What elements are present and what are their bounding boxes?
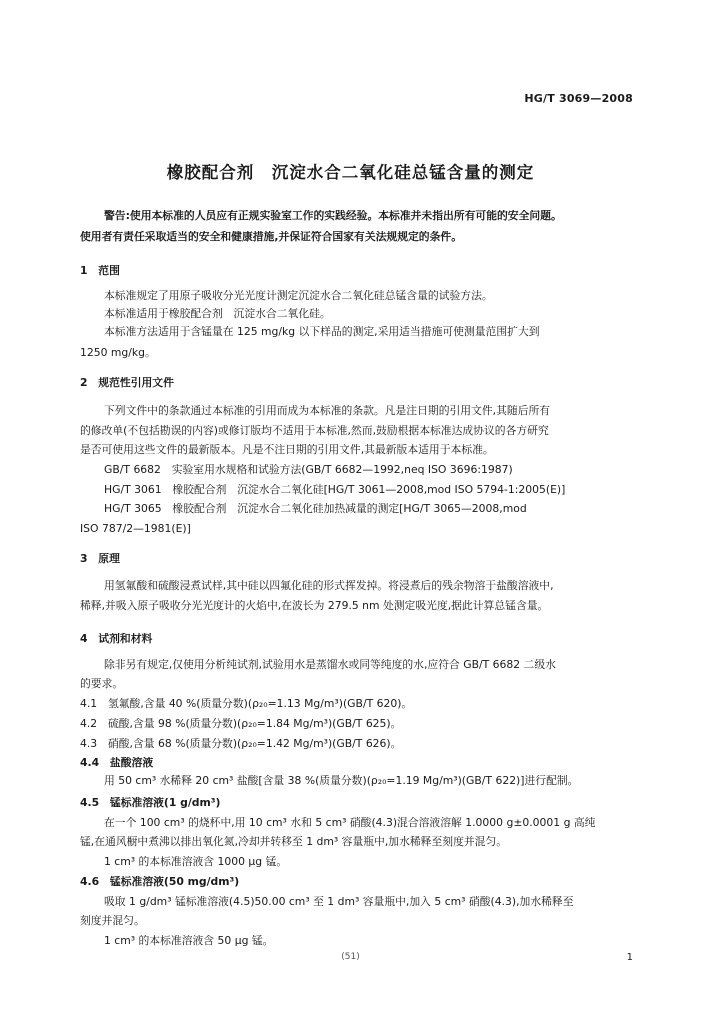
document-number: HG/T 3069—2008: [524, 92, 633, 105]
warning-line-1: 警告:使用本标准的人员应有正规实验室工作的实践经验。本标准并未指出所有可能的安全问题。: [104, 210, 562, 222]
item-4-6-text: 吸取 1 g/dm³ 锰标准溶液(4.5)50.00 cm³ 至 1 dm³ 容量瓶中,加入 5 cm³ 硝酸(4.3),加水稀释至: [104, 896, 574, 908]
item-4-2: 4.2 硫酸,含量 98 %(质量分数)(ρ₂₀=1.84 Mg/m³)(GB/T 625)。: [80, 718, 402, 730]
section-2-para-1-cont: 的修改单(不包括勘误的内容)或修订版均不适用于本标准,然而,鼓励根据本标准达成协议的各方研究: [80, 425, 549, 437]
section-2-heading: 2 规范性引用文件: [80, 377, 174, 389]
section-1-para-3: 本标准方法适用于含锰量在 125 mg/kg 以下样品的测定,采用适当措施可使测量范围扩大到: [104, 326, 540, 338]
section-1-para-1: 本标准规定了用原子吸收分光光度计测定沉淀水合二氧化硅总锰含量的试验方法。: [104, 290, 493, 302]
item-4-1: 4.1 氢氟酸,含量 40 %(质量分数)(ρ₂₀=1.13 Mg/m³)(GB/T 620)。: [80, 698, 413, 710]
reference-hg-t-3065-cont: ISO 787/2—1981(E)]: [80, 523, 191, 535]
section-2-para-1-cont: 是否可使用这些文件的最新版本。凡是不注日期的引用文件,其最新版本适用于本标准。: [80, 444, 494, 456]
section-3-para-1: 用氢氟酸和硫酸浸煮试样,其中硅以四氟化硅的形式挥发掉。将浸煮后的残余物溶于盐酸溶液中,: [104, 580, 554, 592]
item-4-5-note: 1 cm³ 的本标准溶液含 1000 μg 锰。: [104, 856, 288, 868]
reference-gb-t-6682: GB/T 6682 实验室用水规格和试验方法(GB/T 6682—1992,neq ISO 3696:1987): [104, 464, 513, 476]
section-1-para-3-cont: 1250 mg/kg。: [80, 347, 156, 359]
section-3-heading: 3 原理: [80, 553, 120, 565]
item-4-6-note: 1 cm³ 的本标准溶液含 50 μg 锰。: [104, 935, 274, 947]
section-1-para-2: 本标准适用于橡胶配合剂 沉淀水合二氧化硅。: [104, 308, 331, 320]
section-4-para-1: 除非另有规定,仅使用分析纯试剂,试验用水是蒸馏水或同等纯度的水,应符合 GB/T 6682 二级水: [104, 659, 556, 671]
footer-page-mark: (51): [341, 952, 360, 962]
page-number: 1: [626, 952, 633, 963]
item-4-3: 4.3 硝酸,含量 68 %(质量分数)(ρ₂₀=1.42 Mg/m³)(GB/T 626)。: [80, 738, 402, 750]
item-4-5-heading: 4.5 锰标准溶液(1 g/dm³): [80, 797, 221, 809]
reference-hg-t-3061: HG/T 3061 橡胶配合剂 沉淀水合二氧化硅[HG/T 3061—2008,mod ISO 5794-1:2005(E)]: [104, 484, 566, 496]
item-4-6-text-cont: 刻度并混匀。: [80, 915, 145, 927]
section-2-para-1: 下列文件中的条款通过本标准的引用而成为本标准的条款。凡是注日期的引用文件,其随后所有: [104, 405, 551, 417]
warning-line-2: 使用者有责任采取适当的安全和健康措施,并保证符合国家有关法规规定的条件。: [80, 231, 462, 243]
item-4-4-heading: 4.4 盐酸溶液: [80, 757, 154, 769]
item-4-5-text-cont: 锰,在通风橱中煮沸以排出氧化氮,冷却并转移至 1 dm³ 容量瓶中,加水稀释至刻度并混匀。: [80, 836, 508, 848]
item-4-6-heading: 4.6 锰标准溶液(50 mg/dm³): [80, 876, 240, 888]
item-4-5-text: 在一个 100 cm³ 的烧杯中,用 10 cm³ 水和 5 cm³ 硝酸(4.3)混合溶液溶解 1.0000 g±0.0001 g 高纯: [104, 817, 596, 829]
page-title: 橡胶配合剂 沉淀水合二氧化硅总锰含量的测定: [166, 163, 535, 182]
section-4-para-1-cont: 的要求。: [80, 678, 124, 690]
item-4-4-text: 用 50 cm³ 水稀释 20 cm³ 盐酸[含量 38 %(质量分数)(ρ₂₀=1.19 Mg/m³)(GB/T 622)]进行配制。: [104, 775, 579, 787]
section-1-heading: 1 范围: [80, 265, 120, 277]
section-4-heading: 4 试剂和材料: [80, 633, 153, 645]
section-3-para-1-cont: 稀释,并吸入原子吸收分光光度计的火焰中,在波长为 279.5 nm 处测定吸光度,据此计算总锰含量。: [80, 600, 549, 612]
reference-hg-t-3065: HG/T 3065 橡胶配合剂 沉淀水合二氧化硅加热减量的测定[HG/T 3065—2008,mod: [104, 503, 527, 515]
